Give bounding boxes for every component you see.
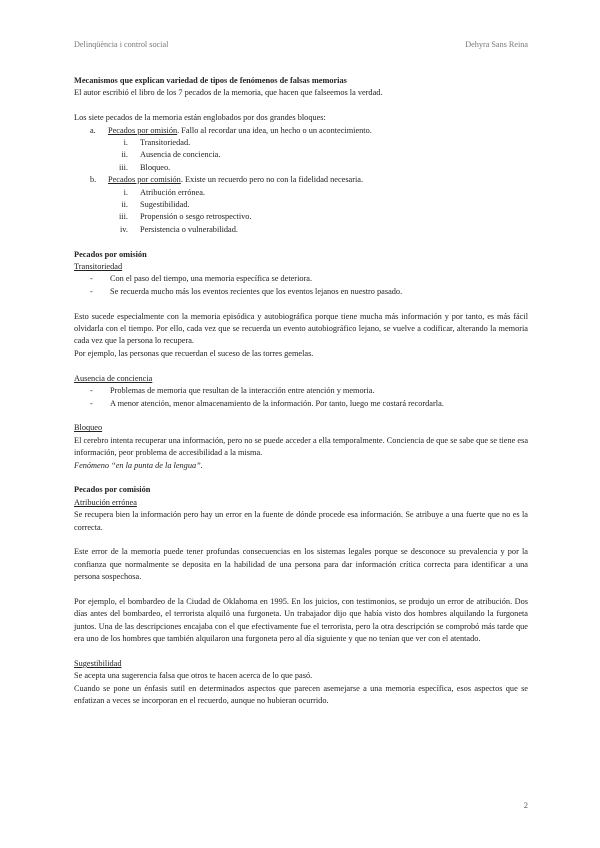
list-item-commission xyxy=(74,174,528,186)
subsection-title-atribucion: Atribución errónea xyxy=(74,497,137,507)
paragraph: Por ejemplo, el bombardeo de la Ciudad de Oklahoma en 1995. En los juicios, con testimonios, se produjo un error de atribución. Dos días antes del bombardeo, el terrorista alquiló una furgoneta. Un trabajador dijo que había visto dos hombres alquilando la furgoneta juntos. Una de las descripciones encajaba con el que efectivamente fue el terrorista, pero la otra descripción se comprobó más tarde que era uno de los hombres que también alquilaron una furgoneta pero al día siguiente y que no tenían que ver con el atentado. xyxy=(74,596,528,644)
header-course: Delinqüència i control social xyxy=(74,40,169,49)
page-body xyxy=(74,75,528,708)
section-title-omission: Pecados por omisión xyxy=(74,249,147,259)
section-title-mechanisms: Mecanismos que explican variedad de tipos de fenómenos de falsas memorias xyxy=(74,76,347,85)
subsection-title-ausencia: Ausencia de conciencia xyxy=(74,373,153,383)
list-item-sub: i. Atribución errónea. xyxy=(123,187,205,197)
paragraph: Por ejemplo, las personas que recuerdan el suceso de las torres gemelas. xyxy=(74,348,314,358)
paragraph-italic: Fenómeno “en la punta de la lengua”. xyxy=(74,460,203,470)
subsection-title-bloqueo: Bloqueo xyxy=(74,423,103,433)
list-item-omission xyxy=(74,125,528,137)
intro-line: El autor escribió el libro de los 7 pecados de la memoria, que hacen que falseemos la verdad. xyxy=(74,88,383,98)
list-item-sub: iii. Bloqueo. xyxy=(119,162,171,172)
header-author: Dehyra Sans Reina xyxy=(465,40,528,49)
bullet-item: - Problemas de memoria que resultan de la interacción entre atención y memoria. xyxy=(90,386,375,396)
bullet-item: - Con el paso del tiempo, una memoria específica se deteriora. xyxy=(90,274,313,284)
list-item-sub: iv. Persistencia o vulnerabilidad. xyxy=(120,224,238,234)
list-marker: a. xyxy=(90,125,96,135)
list-item-sub: iii. Propensión o sesgo retrospectivo. xyxy=(119,212,252,222)
term-omission: Pecados por omisión xyxy=(108,125,178,135)
page-number: 2 xyxy=(523,800,528,810)
paragraph: Se acepta una sugerencia falsa que otros te hacen acerca de lo que pasó. xyxy=(74,671,313,681)
list-item-sub: ii. Sugestibilidad. xyxy=(121,200,190,210)
term-commission-desc: . Existe un recuerdo pero no con la fidelidad necesaria. xyxy=(180,175,364,185)
paragraph: Esto sucede especialmente con la memoria episódica y autobiográfica porque tiene mucha más información y por tanto, es más fácil olvidarla con el tiempo. Por ello, cada vez que se recuerda un evento autobiográfico lejano, se vuelve a codificar, alterando la memoria cada vez que la persona lo recupera. xyxy=(74,311,528,346)
sins-lead: Los siete pecados de la memoria están englobados por dos grandes bloques: xyxy=(74,113,326,123)
subsection-title-transitoriedad: Transitoriedad xyxy=(74,262,123,272)
term-commission: Pecados por comisión xyxy=(108,175,181,185)
paragraph: El cerebro intenta recuperar una información, pero no se puede acceder a ella temporalmente. Conciencia de que se sabe que se tiene esa información, peor problema de accesibilidad a la misma. xyxy=(74,435,528,458)
list-marker: b. xyxy=(90,175,97,185)
paragraph: Se recupera bien la información pero hay un error en la fuente de dónde procede esa información. Se atribuye a una fuerte que no es la correcta. xyxy=(74,510,528,532)
subsection-title-sugestibilidad: Sugestibilidad xyxy=(74,658,122,668)
section-title-commission: Pecados por comisión xyxy=(74,485,151,495)
list-item-sub: ii. Ausencia de conciencia. xyxy=(121,150,221,160)
bullet-item: - A menor atención, menor almacenamiento de la información. Por tanto, luego me costará recordarla. xyxy=(90,398,444,408)
list-item-sub: i. Transitoriedad. xyxy=(123,138,191,148)
bullet-item: - Se recuerda mucho más los eventos recientes que los eventos lejanos en nuestro pasado. xyxy=(90,286,403,296)
paragraph: Cuando se pone un énfasis sutil en determinados aspectos que parecen asemejarse a una memoria específica, esos aspectos que se enfatizan a veces se incorporan en el recuerdo, aunque no hubieran ocurrido. xyxy=(74,683,528,706)
paragraph: Este error de la memoria puede tener profundas consecuencias en los sistemas legales porque se desconoce su prevalencia y por la confianza que normalmente se deposita en la habilidad de una persona para dar información crítica correcta para identificar a una persona sospechosa. xyxy=(74,547,528,582)
term-omission-desc: . Fallo al recordar una idea, un hecho o un acontecimiento. xyxy=(177,125,372,135)
